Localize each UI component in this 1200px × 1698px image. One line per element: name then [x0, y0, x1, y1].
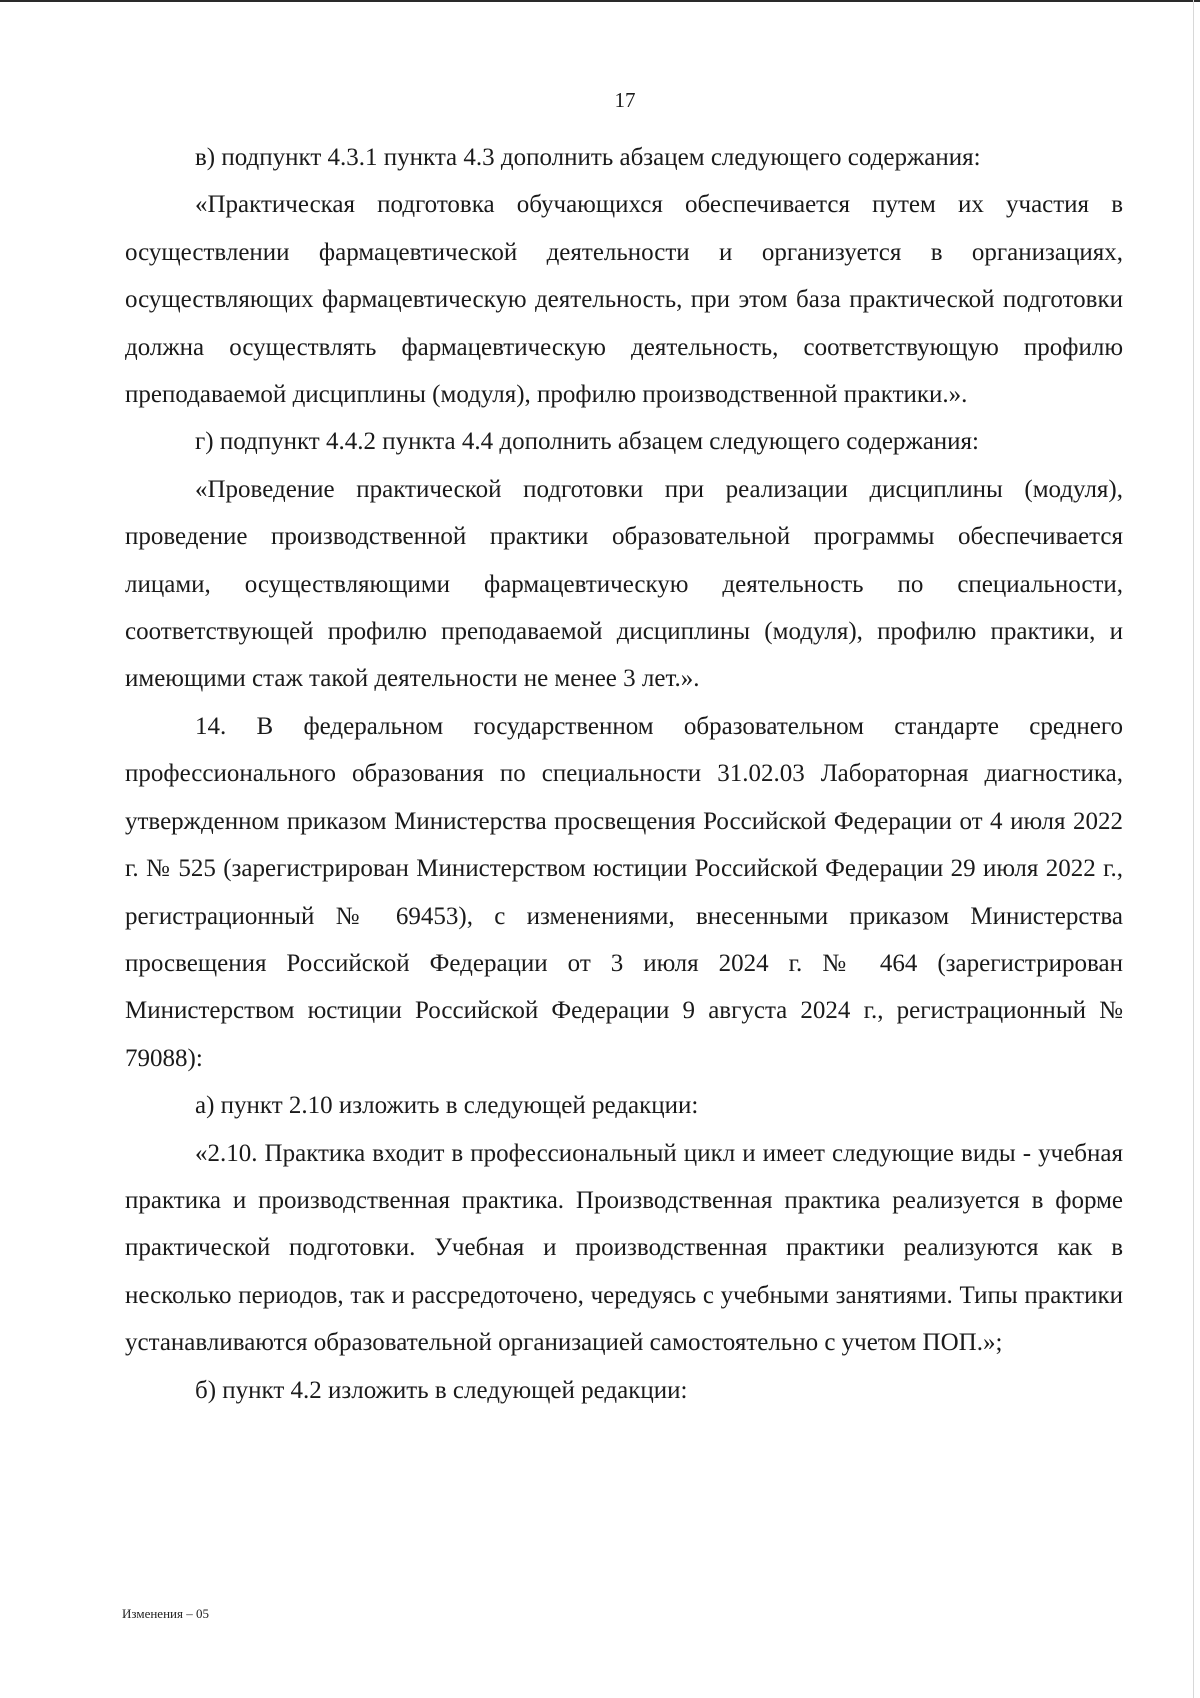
footer-revision-note: Изменения – 05 [122, 1606, 209, 1621]
document-body [125, 134, 1123, 1414]
paragraph-quote-conducting-training: «Проведение практической подготовки при реализации дисциплины (модуля), проведение производственной практики образовательной программы обеспечивается лицами, осуществляющими фармацевтическую деятельность по специальности, соответствующей профилю преподаваемой дисциплины (модуля), профилю практики, и имеющими стаж такой деятельности не менее 3 лет.». [125, 475, 1123, 693]
paragraph-quote-2-10: «2.10. Практика входит в профессиональный цикл и имеет следующие виды - учебная практика и производственная практика. Производственная практика реализуется в форме практической подготовки. Учебная и производственная практики реализуются как в несколько периодов, так и рассредоточено, чередуясь с учебными занятиями. Типы практики устанавливаются образовательной организацией самостоятельно с учетом ПОП.»; [125, 1139, 1123, 1357]
paragraph-subitem-v: в) подпункт 4.3.1 пункта 4.3 дополнить абзацем следующего содержания: [195, 144, 981, 171]
paragraph-quote-practical-training: «Практическая подготовка обучающихся обеспечивается путем их участия в осуществлении фармацевтической деятельности и организуется в организациях, осуществляющих фармацевтическую деятельность, при этом база практической подготовки должна осуществлять фармацевтическую деятельность, соответствующую профилю преподаваемой дисциплины (модуля), профилю производственной практики.». [125, 191, 1123, 409]
paragraph-subitem-g: г) подпункт 4.4.2 пункта 4.4 дополнить абзацем следующего содержания: [195, 428, 979, 456]
scan-top-edge [0, 0, 1200, 2]
page-number: 17 [614, 88, 636, 112]
scan-right-edge [1193, 0, 1194, 1698]
paragraph-subitem-a: а) пункт 2.10 изложить в следующей редакции: [195, 1092, 699, 1120]
paragraph-item-14: 14. В федеральном государственном образовательном стандарте среднего профессионального образования по специальности 31.02.03 Лабораторная диагностика, утвержденном приказом Министерства просвещения Российской Федерации от 4 июля 2022 г. № 525 (зарегистрирован Министерством юстиции Российской Федерации 29 июля 2022 г., регистрационный № 69453), с изменениями, внесенными приказом Министерства просвещения Российской Федерации от 3 июля 2024 г. № 464 (зарегистрирован Министерством юстиции Российской Федерации 9 августа 2024 г., регистрационный № 79088): [125, 712, 1123, 1072]
paragraph-subitem-b: б) пункт 4.2 изложить в следующей редакции: [195, 1376, 688, 1404]
